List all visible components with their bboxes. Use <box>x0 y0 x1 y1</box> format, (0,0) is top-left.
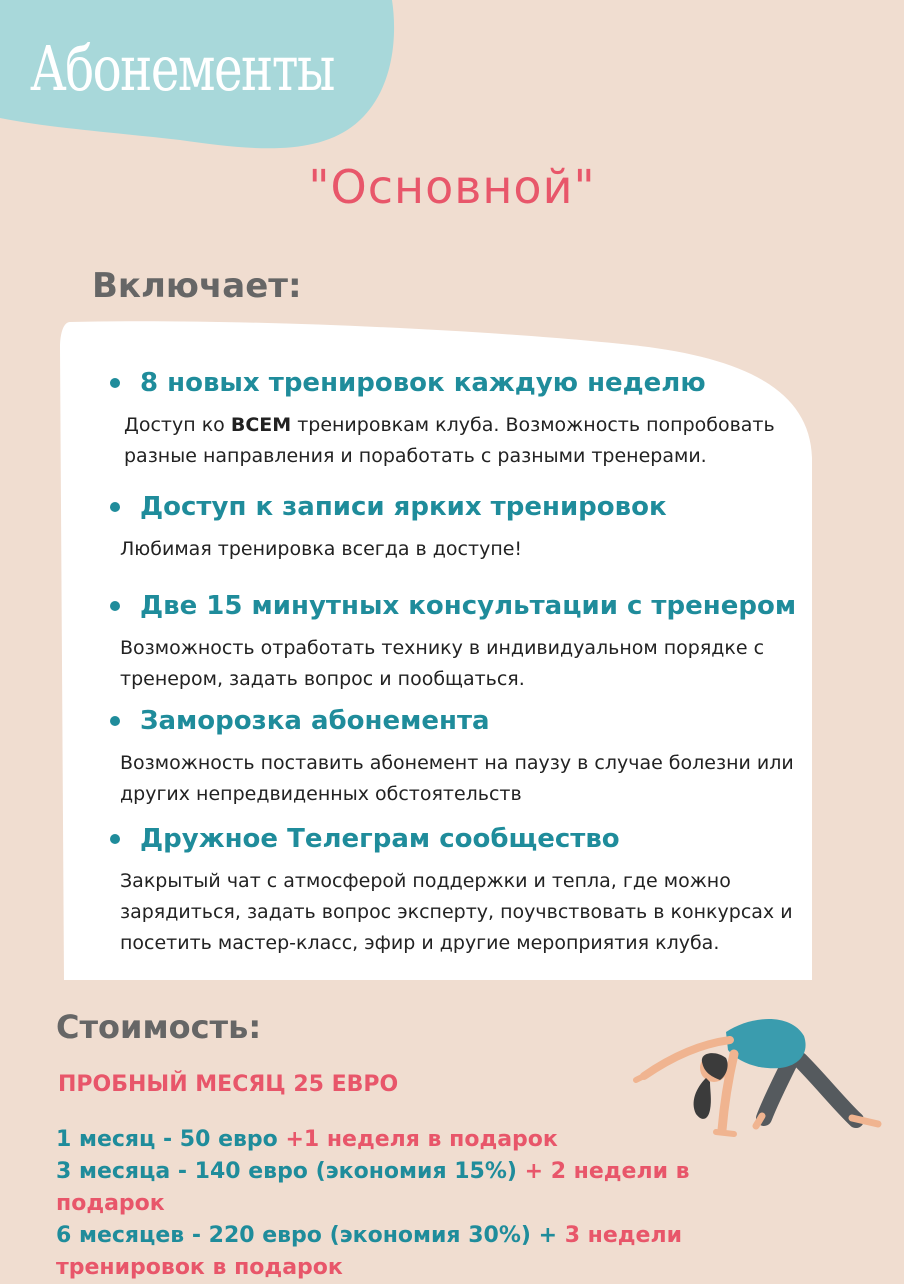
yoga-figure-illustration <box>630 1010 890 1150</box>
feature-title-text: 8 новых тренировок каждую неделю <box>140 368 706 398</box>
feature-item <box>110 366 800 472</box>
feature-description <box>124 410 800 472</box>
feature-title-text: Дружное Телеграм сообщество <box>140 824 620 854</box>
feature-title <box>110 704 800 738</box>
brand-title: Абонементы <box>30 32 334 105</box>
feature-description: Любимая тренировка всегда в доступе! <box>120 538 523 560</box>
feature-description: Возможность поставить абонемент на паузу в случае болезни или других непредвиденных обстоятельств <box>120 752 794 805</box>
feature-title <box>110 490 800 524</box>
price-bonus: +1 неделя в подарок <box>285 1127 558 1152</box>
feature-title-text: Заморозка абонемента <box>140 706 490 736</box>
feature-item <box>110 490 800 565</box>
feature-description: Возможность отработать технику в индивидуальном порядке с тренером, задать вопрос и пообщаться. <box>120 637 765 690</box>
feature-description: Закрытый чат с атмосферой поддержки и тепла, где можно зарядиться, задать вопрос эксперту, поучвствовать в конкурсах и посетить мастер-класс, эфир и другие мероприятия клуба. <box>120 870 793 954</box>
price-heading: Стоимость: <box>56 1008 262 1046</box>
price-option <box>56 1156 796 1220</box>
bullet-icon <box>110 378 120 388</box>
feature-item <box>110 589 800 695</box>
feature-title-text: Доступ к записи ярких тренировок <box>140 492 667 522</box>
feature-desc-bold: ВСЕМ <box>230 414 292 436</box>
price-text: 6 месяцев - 220 евро (экономия 30%) + <box>56 1223 565 1248</box>
feature-item <box>110 704 800 810</box>
trial-offer: ПРОБНЫЙ МЕСЯЦ 25 ЕВРО <box>58 1072 399 1097</box>
price-option <box>56 1220 696 1284</box>
feature-desc-part: тренировкам клуба. Возможность попробовать разные направления и поработать с разными тренерами. <box>124 414 775 467</box>
feature-desc-part: Доступ ко <box>124 414 231 436</box>
bullet-icon <box>110 834 120 844</box>
feature-title <box>110 366 800 400</box>
plan-title: "Основной" <box>308 160 596 214</box>
price-bonus: + 2 недели в подарок <box>56 1159 690 1216</box>
price-text: 1 месяц - 50 евро <box>56 1127 286 1152</box>
bullet-icon <box>110 502 120 512</box>
feature-item <box>110 822 800 959</box>
feature-title <box>110 822 800 856</box>
bullet-icon <box>110 601 120 611</box>
includes-heading: Включает: <box>92 266 302 306</box>
bullet-icon <box>110 716 120 726</box>
price-text: 3 месяца - 140 евро (экономия 15%) <box>56 1159 525 1184</box>
price-bonus: 3 недели тренировок в подарок <box>56 1223 682 1280</box>
feature-title <box>110 589 800 623</box>
feature-title-text: Две 15 минутных консультации с тренером <box>140 591 797 621</box>
